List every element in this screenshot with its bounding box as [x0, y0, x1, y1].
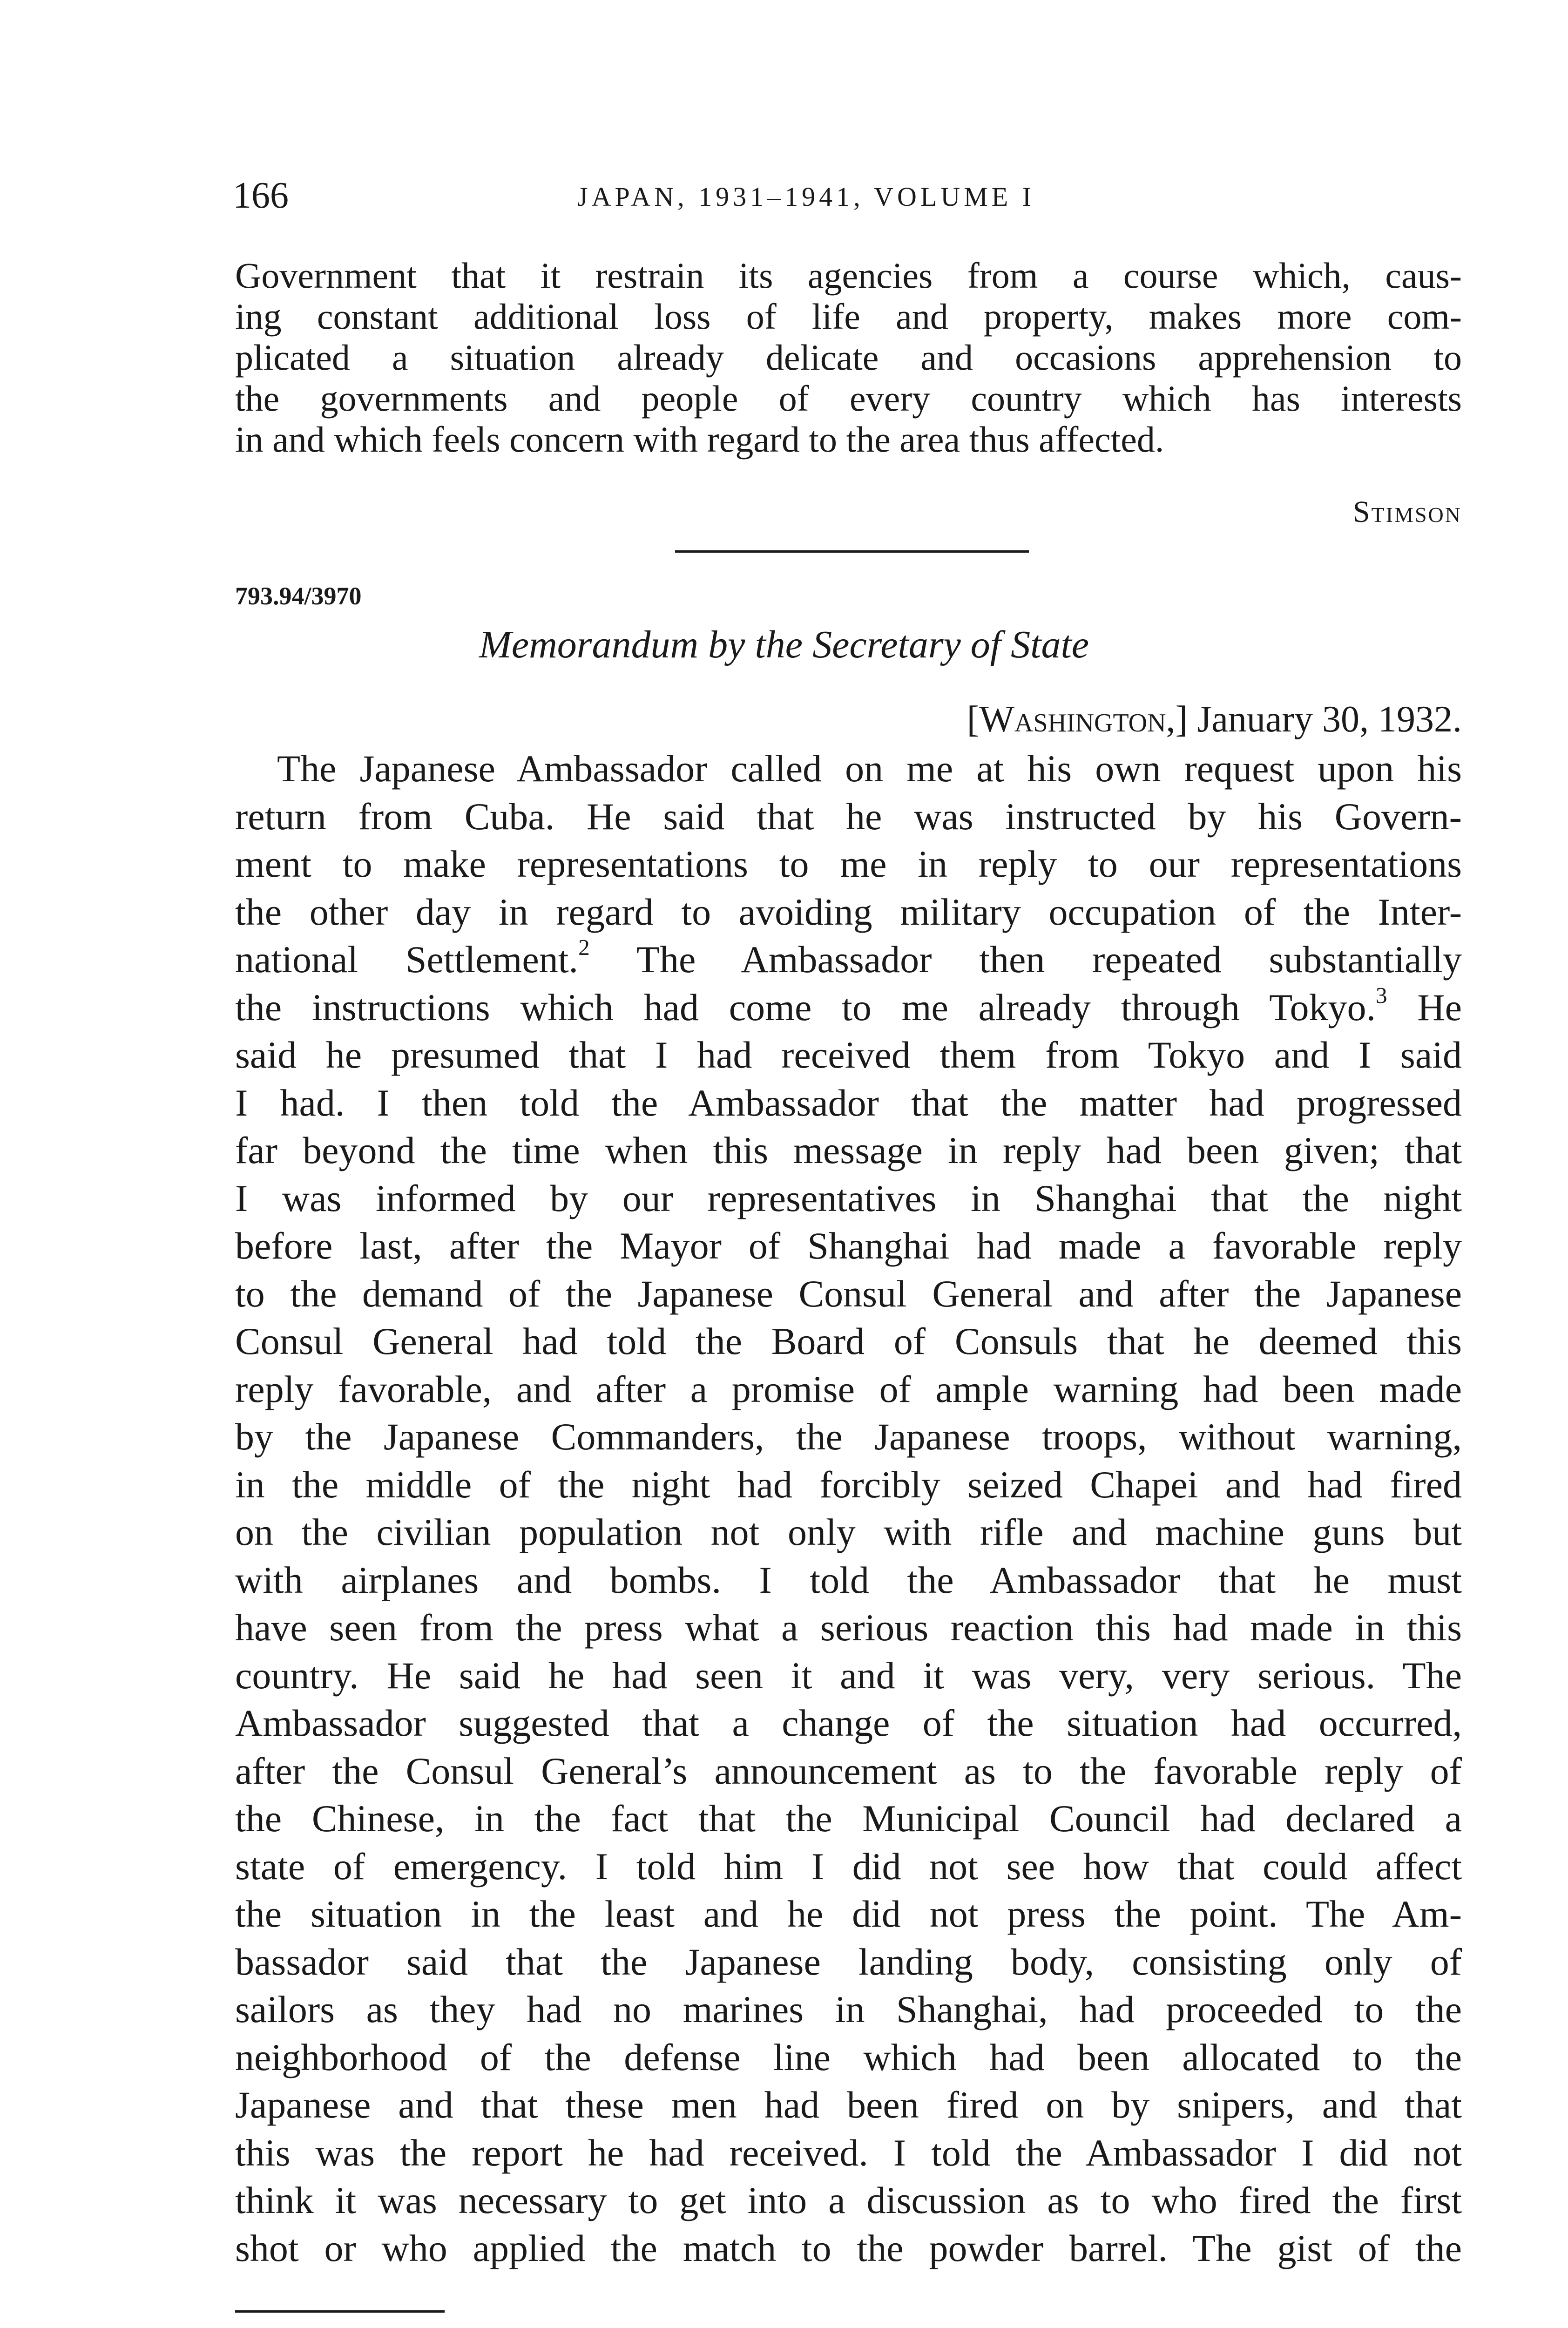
text-line: the governments and people of every country which has interests: [235, 378, 1462, 419]
text-line: the other day in regard to avoiding military occupation of the Inter-: [235, 890, 1462, 933]
text-line: [235, 984, 1462, 1032]
text-segment: the instructions which had come to me already through Tokyo.: [235, 986, 1376, 1029]
text-line: The Japanese Ambassador called on me at his own request upon his: [277, 747, 1462, 790]
text-segment: The Ambassador then repeated substantially: [589, 938, 1462, 981]
text-line: in the middle of the night had forcibly seized Chapei and had fired: [235, 1463, 1462, 1506]
page-number: 166: [233, 175, 289, 216]
text-line: ing constant additional loss of life and property, makes more com-: [235, 296, 1462, 337]
file-number: 793.94/3970: [235, 582, 362, 610]
dateline-place: [Washington,]: [966, 699, 1188, 740]
text-line: Ambassador suggested that a change of the situation had occurred,: [235, 1702, 1462, 1744]
text-line: have seen from the press what a serious reaction this had made in this: [235, 1606, 1462, 1649]
text-line: Government that it restrain its agencies from a course which, caus-: [235, 255, 1462, 296]
text-line: return from Cuba. He said that he was instructed by his Govern-: [235, 795, 1462, 838]
text-line: I was informed by our representatives in Shanghai that the night: [235, 1177, 1462, 1219]
text-line: before last, after the Mayor of Shanghai had made a favorable reply: [235, 1225, 1462, 1267]
page-header: [233, 170, 1462, 221]
dateline: [967, 696, 1462, 743]
section-separator: [675, 550, 1029, 553]
text-line: by the Japanese Commanders, the Japanese troops, without warning,: [235, 1415, 1462, 1458]
text-line: Consul General had told the Board of Consuls that he deemed this: [235, 1320, 1462, 1362]
text-line: after the Consul General’s announcement as to the favorable reply of: [235, 1749, 1462, 1792]
footnote-ref: 3: [1376, 983, 1387, 1008]
signature: Stimson: [1352, 495, 1462, 529]
text-line: plicated a situation already delicate and occasions apprehension to: [235, 337, 1462, 378]
text-line: to the demand of the Japanese Consul General and after the Japanese: [235, 1272, 1462, 1315]
text-line: the situation in the least and he did not press the point. The Am-: [235, 1893, 1462, 1935]
text-line: country. He said he had seen it and it was very, very serious. The: [235, 1654, 1462, 1697]
text-line: shot or who applied the match to the powder barrel. The gist of the: [235, 2226, 1462, 2269]
text-line: bassador said that the Japanese landing body, consisting only of: [235, 1940, 1462, 1983]
text-line: reply favorable, and after a promise of ample warning had been made: [235, 1367, 1462, 1410]
text-line: in and which feels concern with regard to the area thus affected.: [235, 419, 1164, 460]
continuation-paragraph: [235, 255, 1462, 460]
footnote-rule: [235, 2310, 445, 2313]
text-line: Japanese and that these men had been fired on by snipers, and that: [235, 2084, 1462, 2126]
text-line: [235, 936, 1462, 984]
text-line: this was the report he had received. I told the Ambassador I did not: [235, 2131, 1462, 2174]
dateline-date: January 30, 1932.: [1197, 699, 1462, 740]
text-line: far beyond the time when this message in reply had been given; that: [235, 1129, 1462, 1171]
text-line: ment to make representations to me in reply to our representations: [235, 843, 1462, 885]
text-line: sailors as they had no marines in Shanghai, had proceeded to the: [235, 1988, 1462, 2030]
running-head: JAPAN, 1931–1941, VOLUME I: [577, 182, 1035, 212]
text-line: with airplanes and bombs. I told the Ambassador that he must: [235, 1558, 1462, 1601]
text-line: think it was necessary to get into a discussion as to who fired the first: [235, 2179, 1462, 2221]
memorandum-body: [235, 745, 1462, 2272]
footnote-ref: 2: [578, 936, 590, 961]
text-line: the Chinese, in the fact that the Municipal Council had declared a: [235, 1797, 1462, 1840]
text-line: said he presumed that I had received them from Tokyo and I said: [235, 1034, 1462, 1076]
text-line: on the civilian population not only with rifle and machine guns but: [235, 1511, 1462, 1553]
document-title: Memorandum by the Secretary of State: [479, 623, 1089, 666]
text-line: neighborhood of the defense line which had been allocated to the: [235, 2036, 1462, 2078]
text-segment: national Settlement.: [235, 938, 579, 981]
text-line: I had. I then told the Ambassador that the matter had progressed: [235, 1081, 1462, 1124]
text-segment: He: [1387, 986, 1462, 1029]
text-line: state of emergency. I told him I did not see how that could affect: [235, 1845, 1462, 1888]
